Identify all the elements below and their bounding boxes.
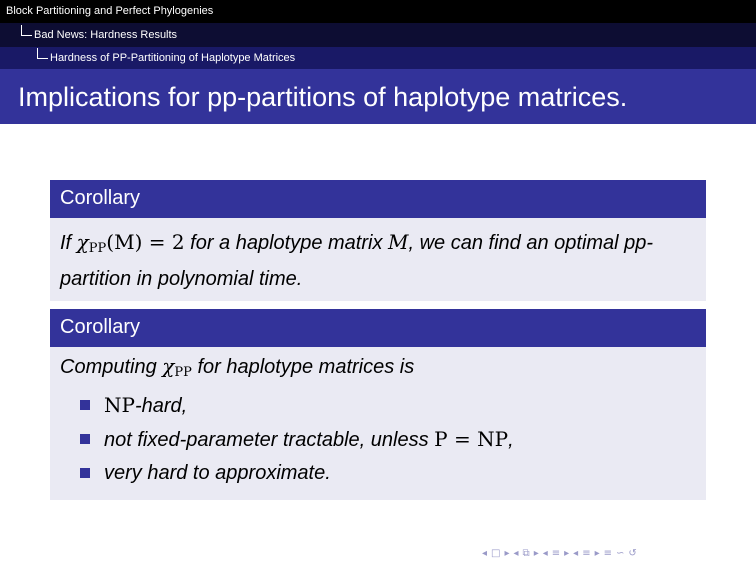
nav-symbol-icon[interactable]: ▸ (504, 548, 511, 559)
text-mid: for a haplotype matrix (184, 232, 389, 254)
corollary-block-1 (50, 180, 706, 301)
header-subsubsection-title[interactable]: Hardness of PP-Partitioning of Haplotype Matrices (50, 52, 296, 64)
nav-symbol-icon[interactable]: ◂ (482, 548, 489, 559)
bullet-icon (80, 434, 90, 444)
math-expression: (M) = 2 (106, 230, 185, 254)
math-np: NP (104, 393, 135, 417)
block-body (50, 218, 706, 301)
intro-text-end: for haplotype matrices is (191, 356, 415, 378)
tree-elbow-icon (21, 25, 32, 36)
list-item (60, 456, 696, 490)
math-chi: χ (162, 354, 175, 378)
nav-symbol-icon[interactable]: ◂ (573, 548, 580, 559)
block-body (50, 347, 706, 500)
header-section-bar[interactable] (0, 0, 756, 23)
frame-title: Implications for pp-partitions of haplotype matrices. (18, 82, 628, 112)
frame-title-bar (0, 69, 756, 124)
block-title: Corollary (50, 180, 706, 218)
header-subsection-title[interactable]: Bad News: Hardness Results (34, 29, 178, 41)
math-chi: χ (76, 230, 89, 254)
nav-symbol-icon[interactable]: ⧉ (522, 548, 531, 559)
nav-symbol-icon[interactable]: ↺ (628, 548, 638, 559)
tree-elbow-icon (37, 48, 48, 59)
item-text-end: , (508, 429, 514, 451)
item-text: very hard to approximate. (104, 462, 331, 484)
math-subscript-pp: PP (88, 241, 107, 256)
corollary-list (60, 388, 696, 490)
nav-symbol-icon[interactable]: ◂ (513, 548, 520, 559)
header-subsubsection-bar[interactable] (0, 47, 756, 69)
item-text: not fixed-parameter tractable, unless (104, 429, 435, 451)
bullet-icon (80, 400, 90, 410)
nav-symbol-icon[interactable]: ≡ (551, 548, 562, 559)
list-item (60, 422, 696, 456)
bullet-icon (80, 468, 90, 478)
math-subscript-pp: PP (174, 365, 192, 380)
block-title: Corollary (50, 309, 706, 347)
intro-text: Computing (60, 356, 163, 378)
nav-symbol-icon[interactable]: ▸ (533, 548, 540, 559)
nav-symbol-icon[interactable]: ≡ (603, 548, 614, 559)
corollary-block-2 (50, 309, 706, 500)
nav-symbol-icon[interactable]: □ (491, 548, 502, 559)
nav-symbol-icon[interactable]: ∽ (616, 548, 626, 559)
header-section-title[interactable]: Block Partitioning and Perfect Phylogenies (6, 5, 214, 17)
nav-symbol-icon[interactable]: ◂ (542, 548, 549, 559)
beamer-navigation-bar (482, 548, 641, 559)
math-m: M (388, 230, 409, 254)
text-end: , we can find an optimal pp-partition in polynomial time. (60, 232, 654, 290)
nav-symbol-icon[interactable]: ▸ (564, 548, 571, 559)
nav-symbol-icon[interactable]: ▸ (594, 548, 601, 559)
corollary-intro (60, 351, 696, 388)
nav-symbol-icon[interactable]: ≡ (582, 548, 592, 559)
header-subsection-bar[interactable] (0, 23, 756, 47)
list-item (60, 388, 696, 422)
math-p-equals-np: P = NP (434, 427, 509, 451)
text-if: If (60, 232, 77, 254)
item-text: -hard, (134, 395, 188, 417)
